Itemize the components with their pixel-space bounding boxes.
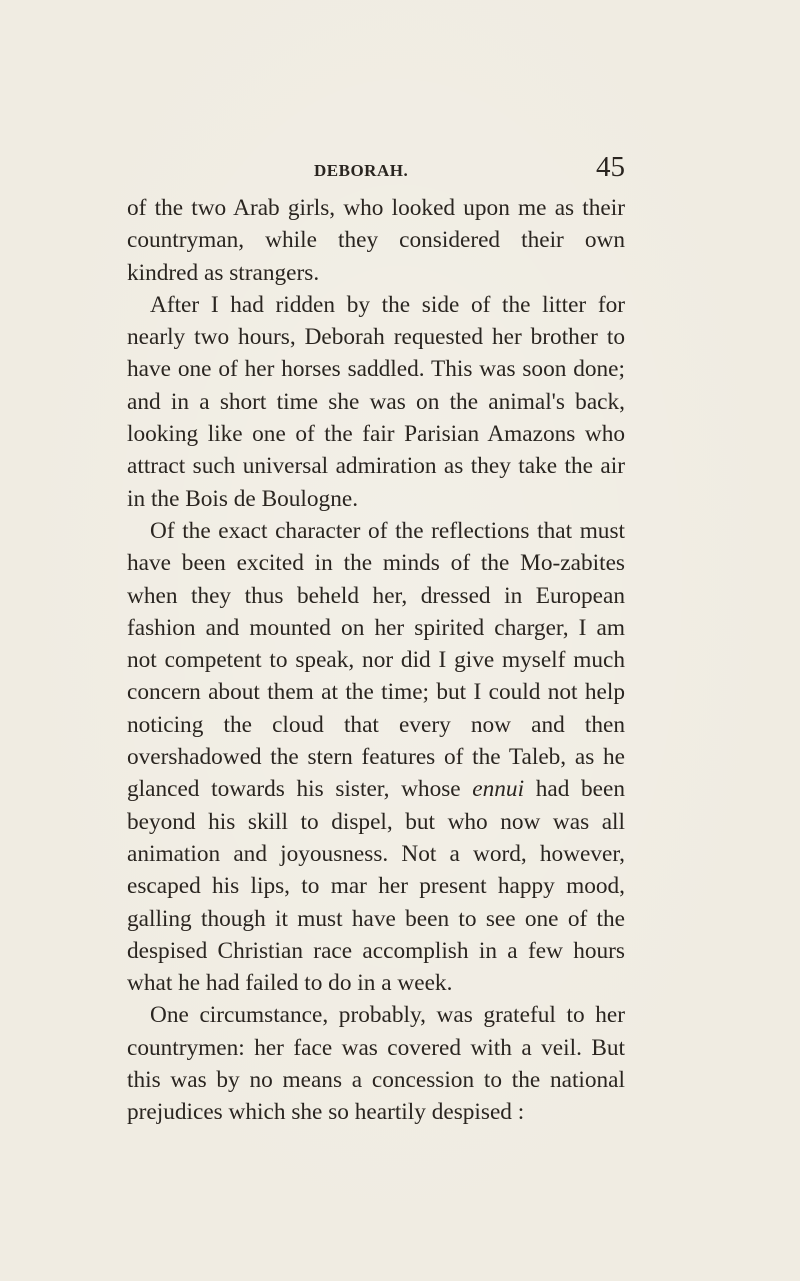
italic-word: ennui [472,776,525,803]
paragraph-4: One circumstance, probably, was grateful to her countrymen: her face was covered with a veil. But this was by no means a concession to the national prejudices which she so heartily despised : [127,1002,625,1126]
chapter-title: DEBORAH. [314,161,409,180]
page-number: 45 [596,151,625,183]
paragraph-3-part-1: Of the exact character of the reflections that must have been excited in the minds of the Mo-zabites when they thus beheld her, dressed in European fashion and mounted on her spirited charger, I am not competent to speak, nor did I give myself much concern about them at the time; but I could not help noticing the cloud that every now and then overshadowed the stern features of the Taleb, as he glanced towards his sister, whose [127,517,625,803]
paragraph-2: After I had ridden by the side of the litter for nearly two hours, Deborah requested her brother to have one of her horses saddled. This was soon done; and in a short time she was on the animal's back, looking like one of the fair Parisian Amazons who attract such universal admiration as they take the air in the Bois de Boulogne. [127,291,625,512]
paragraph-3 [127,515,625,999]
running-header [127,150,625,184]
paragraph-3-part-2: had been beyond his skill to dispel, but who now was all animation and joyousness. Not a word, however, escaped his lips, to mar her present happy mood, galling though it must have been to see one of the despised Christian race accomplish in a few hours what he had failed to do in a week. [127,776,625,997]
paragraph-1: of the two Arab girls, who looked upon me as their countryman, while they considered their own kindred as strangers. [127,195,625,286]
body-text [127,192,625,1129]
